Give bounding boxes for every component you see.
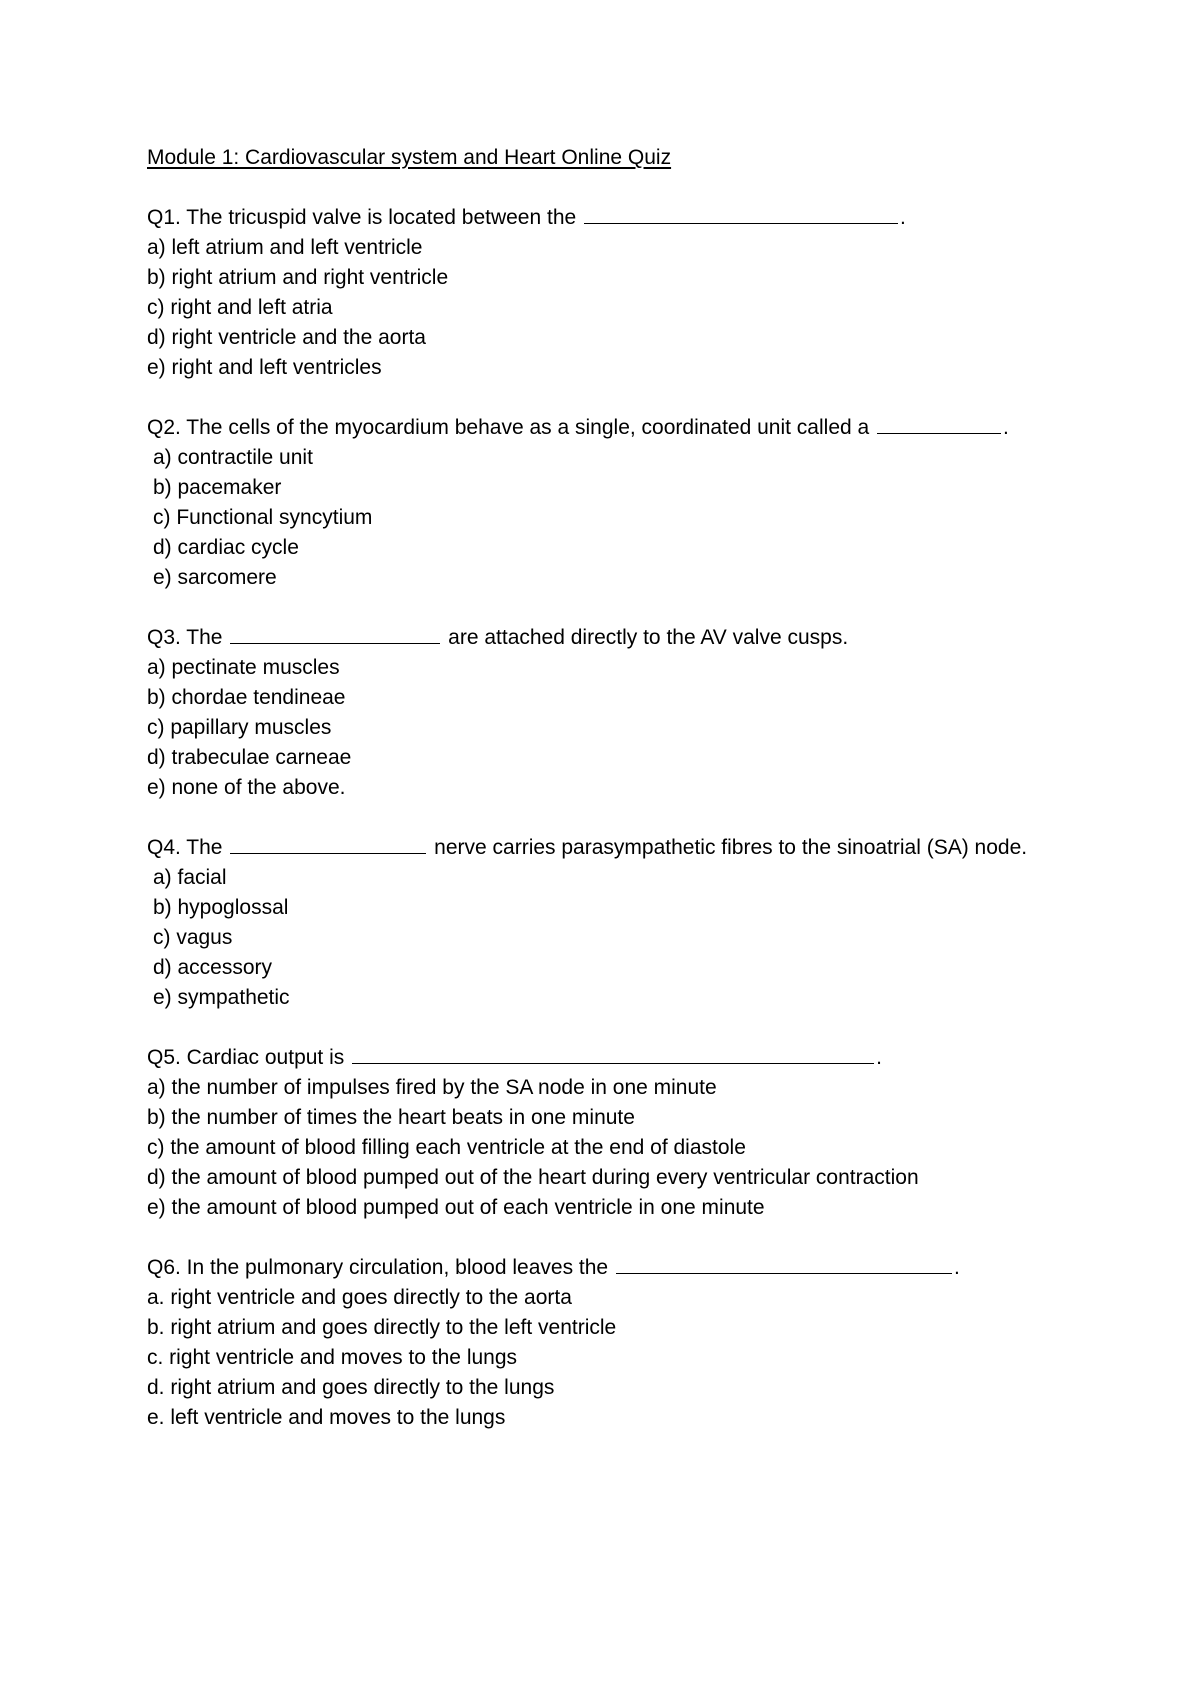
option-item: e) right and left ventricles <box>147 356 382 379</box>
question-2-stem <box>147 413 1147 443</box>
quiz-title: Module 1: Cardiovascular system and Heart Online Quiz <box>147 146 672 169</box>
question-3-prefix: Q3. The <box>147 626 229 649</box>
option-item: e) sarcomere <box>153 566 277 589</box>
question-1 <box>147 203 1147 383</box>
question-3-stem <box>147 623 1147 653</box>
question-2-suffix: . <box>1003 416 1009 439</box>
question-1-prefix: Q1. The tricuspid valve is located between the <box>147 206 583 229</box>
question-5-prefix: Q5. Cardiac output is <box>147 1046 351 1069</box>
option-item: b) hypoglossal <box>153 896 289 919</box>
option-item: a) pectinate muscles <box>147 656 340 679</box>
question-5-stem <box>147 1043 1147 1073</box>
quiz-document <box>147 143 1147 1463</box>
question-6 <box>147 1253 1147 1433</box>
question-4-prefix: Q4. The <box>147 836 229 859</box>
option-item: d) right ventricle and the aorta <box>147 326 426 349</box>
option-item: e) none of the above. <box>147 776 346 799</box>
question-6-suffix: . <box>953 1256 960 1279</box>
option-item: d) accessory <box>153 956 273 979</box>
question-5-suffix: . <box>876 1046 882 1069</box>
question-2-prefix: Q2. The cells of the myocardium behave as a single, coordinated unit called a <box>147 416 876 439</box>
option-item: b. right atrium and goes directly to the left ventricle <box>147 1316 617 1339</box>
question-1-suffix: . <box>900 206 906 229</box>
option-item: e) the amount of blood pumped out of each ventricle in one minute <box>147 1196 765 1219</box>
question-5 <box>147 1043 1147 1223</box>
question-4-suffix: nerve carries parasympathetic fibres to the sinoatrial (SA) node. <box>428 836 1028 859</box>
question-2 <box>147 413 1147 593</box>
option-item: a. right ventricle and goes directly to the aorta <box>147 1286 572 1309</box>
option-item: d) the amount of blood pumped out of the heart during every ventricular contraction <box>147 1166 919 1189</box>
question-6-prefix: Q6. In the pulmonary circulation, blood leaves the <box>147 1256 614 1279</box>
option-item: e) sympathetic <box>153 986 290 1009</box>
option-item: b) pacemaker <box>153 476 282 499</box>
option-item: b) right atrium and right ventricle <box>147 266 449 289</box>
question-3 <box>147 623 1147 803</box>
question-6-stem <box>147 1253 1147 1283</box>
option-item: c) papillary muscles <box>147 716 332 739</box>
answer-blank <box>616 1253 952 1274</box>
question-3-suffix: are attached directly to the AV valve cusps. <box>442 626 849 649</box>
answer-blank <box>230 623 440 644</box>
answer-blank <box>230 833 426 854</box>
option-item: c) Functional syncytium <box>153 506 373 529</box>
question-1-stem <box>147 203 1147 233</box>
option-item: c) right and left atria <box>147 296 333 319</box>
option-item: b) the number of times the heart beats in one minute <box>147 1106 635 1129</box>
option-item: d) cardiac cycle <box>153 536 299 559</box>
option-item: b) chordae tendineae <box>147 686 346 709</box>
option-item: a) facial <box>153 866 227 889</box>
option-item: e. left ventricle and moves to the lungs <box>147 1406 506 1429</box>
option-item: a) the number of impulses fired by the SA node in one minute <box>147 1076 717 1099</box>
option-item: d) trabeculae carneae <box>147 746 352 769</box>
option-item: c. right ventricle and moves to the lungs <box>147 1346 518 1369</box>
option-item: d. right atrium and goes directly to the lungs <box>147 1376 555 1399</box>
question-4 <box>147 833 1147 1013</box>
option-item: a) left atrium and left ventricle <box>147 236 423 259</box>
answer-blank <box>352 1043 874 1064</box>
option-item: c) vagus <box>153 926 233 949</box>
answer-blank <box>584 203 898 224</box>
question-4-stem <box>147 833 1147 863</box>
option-item: c) the amount of blood filling each ventricle at the end of diastole <box>147 1136 746 1159</box>
option-item: a) contractile unit <box>153 446 313 469</box>
answer-blank <box>877 413 1001 434</box>
